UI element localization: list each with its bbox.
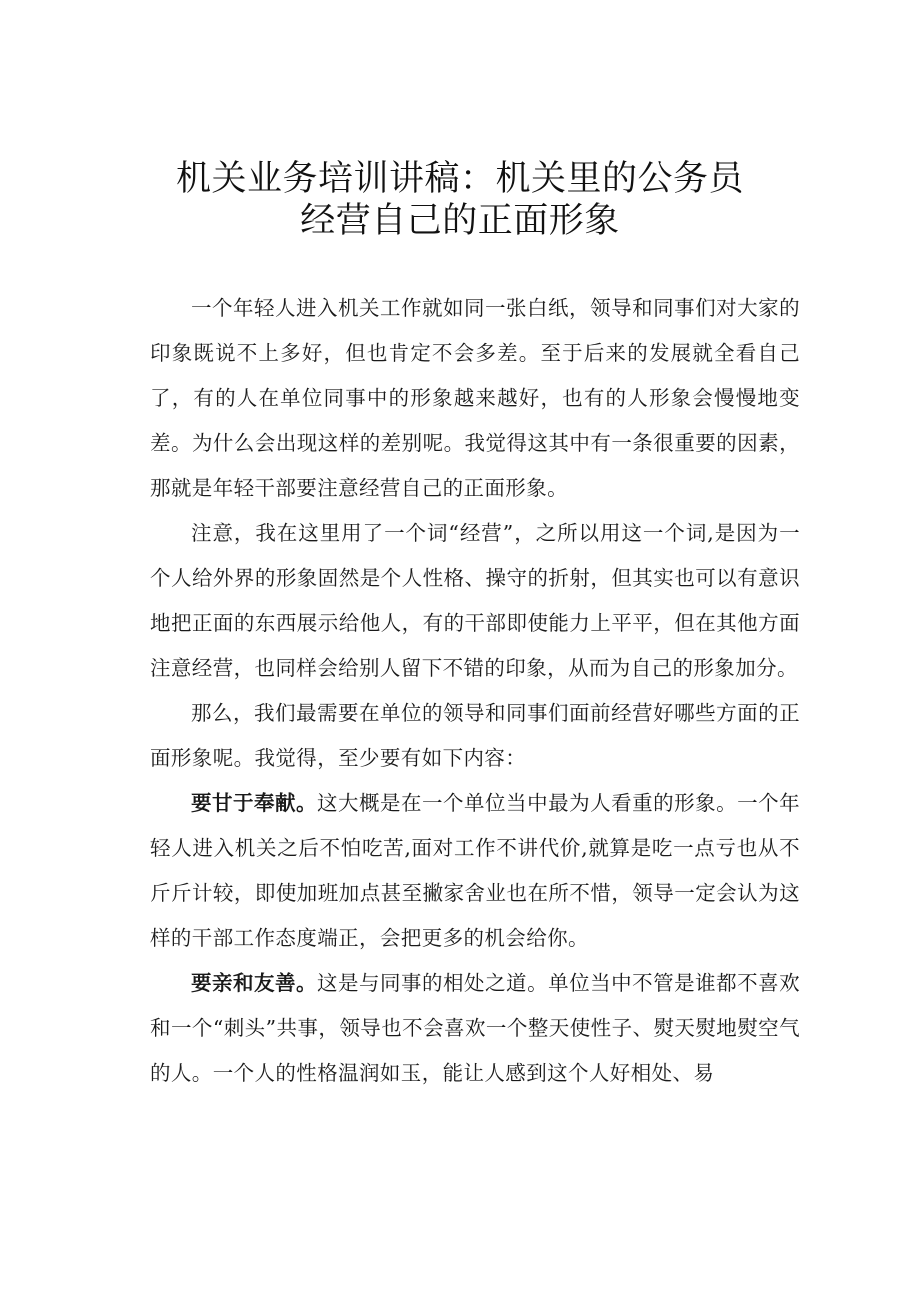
- document-title-line-2: 经营自己的正面形象: [300, 201, 620, 241]
- paragraph-4-text: 这大概是在一个单位当中最为人看重的形象。一个年轻人进入机关之后不怕吃苦,面对工作不讲代价,就算是吃一点亏也从不斤斤计较，即使加班加点甚至撇家舍业也在所不惜，领导一定会认为这样的干部工作态度端正，会把更多的机会给你。: [150, 791, 801, 950]
- paragraph-3: [150, 691, 800, 781]
- paragraph-5-text: 这是与同事的相处之道。单位当中不管是谁都不喜欢和一个“刺头”共事，领导也不会喜欢一个整天使性子、熨天熨地熨空气的人。一个人的性格温润如玉，能让人感到这个人好相处、易: [150, 971, 801, 1085]
- paragraph-1-text: 一个年轻人进入机关工作就如同一张白纸，领导和同事们对大家的印象既说不上多好，但也肯定不会多差。至于后来的发展就全看自己了，有的人在单位同事中的形象越来越好，也有的人形象会慢慢地变差。为什么会出现这样的差别呢。我觉得这其中有一条很重要的因素，那就是年轻干部要注意经营自己的正面形象。: [150, 296, 800, 500]
- paragraph-2-text: 注意，我在这里用了一个词“经营”，之所以用这一个词,是因为一个人给外界的形象固然是个人性格、操守的折射，但其实也可以有意识地把正面的东西展示给他人，有的干部即使能力上平平，但在其他方面注意经营，也同样会给别人留下不错的印象，从而为自己的形象加分。: [150, 521, 800, 680]
- document-body: [150, 286, 800, 1096]
- paragraph-2: [150, 511, 800, 691]
- paragraph-3-text: 那么，我们最需要在单位的领导和同事们面前经营好哪些方面的正面形象呢。我觉得，至少要有如下内容：: [150, 701, 800, 770]
- paragraph-1: [150, 286, 800, 511]
- paragraph-4: [150, 781, 800, 961]
- paragraph-5-lead: 要亲和友善。: [191, 971, 318, 995]
- paragraph-5: [150, 961, 800, 1096]
- paragraph-4-lead: 要甘于奉献。: [191, 791, 318, 815]
- document-title-line-1: 机关业务培训讲稿：机关里的公务员: [175, 159, 744, 199]
